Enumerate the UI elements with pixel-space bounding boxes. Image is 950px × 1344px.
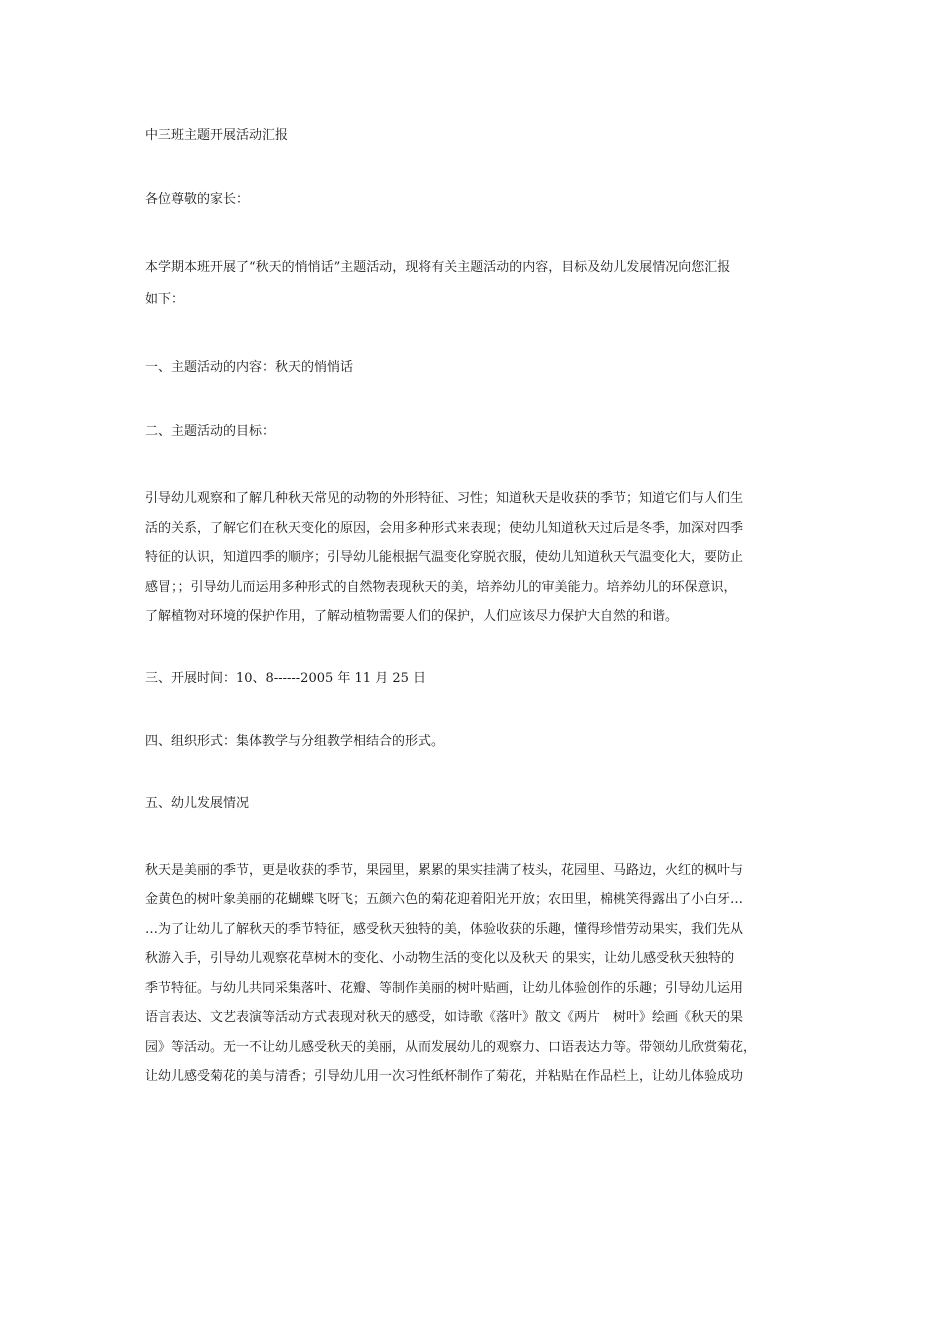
- section-heading-development: 五、幼儿发展情况: [145, 795, 250, 811]
- development-line: 秋游入手，引导幼儿观察花草树木的变化、小动物生活的变化以及秋天 的果实，让幼儿感受秋天独特的: [145, 951, 735, 966]
- goals-line: 了解植物对环境的保护作用，了解动植物需要人们的保护，人们应该尽力保护大自然的和谐。: [145, 609, 679, 624]
- intro-line: 本学期本班开展了“秋天的悄悄话”主题活动，现将有关主题活动的内容，目标及幼儿发展情况向您汇报: [145, 260, 731, 275]
- goals-line: 特征的认识，知道四季的顺序；引导幼儿能根据气温变化穿脱衣服，使幼儿知道秋天气温变化大，要防止: [145, 550, 744, 565]
- development-line: …为了让幼儿了解秋天的季节特征，感受秋天独特的美，体验收获的乐趣，懂得珍惜劳动果实，我们先从: [145, 921, 744, 937]
- development-line: 金黄色的树叶象美丽的花蝴蝶飞呀飞；五颜六色的菊花迎着阳光开放；农田里，棉桃笑得露出了小白牙…: [145, 892, 744, 907]
- goals-paragraph: [145, 484, 813, 632]
- intro-line: 如下：: [145, 292, 185, 307]
- section-heading-time: 三、开展时间：10、8------2005 年 11 月 25 日: [145, 670, 426, 686]
- development-line: 让幼儿感受菊花的美与清香；引导幼儿用一次习性纸杯制作了菊花，并粘贴在作品栏上，让幼儿体验成功: [145, 1069, 744, 1084]
- greeting: 各位尊敬的家长：: [145, 192, 250, 207]
- section-heading-goals: 二、主题活动的目标：: [145, 424, 276, 439]
- development-line: 园》等活动。无一不让幼儿感受秋天的美丽，从而发展幼儿的观察力、口语表达力等。带领幼儿欣赏菊花，: [145, 1039, 757, 1055]
- document-body: [145, 126, 813, 1092]
- development-line: 季节特征。与幼儿共同采集落叶、花瓣、等制作美丽的树叶贴画，让幼儿体验创作的乐趣；引导幼儿运用: [145, 980, 744, 996]
- section-heading-content: 一、主题活动的内容：秋天的悄悄话: [145, 360, 354, 375]
- goals-line: 引导幼儿观察和了解几种秋天常见的动物的外形特征、习性；知道秋天是收获的季节；知道它们与人们生: [145, 491, 744, 506]
- section-heading-format: 四、组织形式：集体教学与分组教学相结合的形式。: [145, 733, 445, 749]
- development-line: 秋天是美丽的季节，更是收获的季节，果园里，累累的果实挂满了枝头，花园里、马路边，火红的枫叶与: [145, 862, 744, 878]
- development-paragraph: [145, 856, 813, 1092]
- intro-paragraph: [145, 252, 813, 316]
- goals-line: 活的关系，了解它们在秋天变化的原因，会用多种形式来表现；使幼儿知道秋天过后是冬季，加深对四季: [145, 520, 744, 536]
- development-line: 语言表达、文艺表演等活动方式表现对秋天的感受，如诗歌《落叶》散文《两片 树叶》绘画《秋天的果: [145, 1010, 744, 1025]
- document-title: 中三班主题开展活动汇报: [145, 128, 289, 143]
- goals-line: 感冒；；引导幼儿而运用多种形式的自然物表现秋天的美，培养幼儿的审美能力。培养幼儿的环保意识，: [145, 579, 737, 595]
